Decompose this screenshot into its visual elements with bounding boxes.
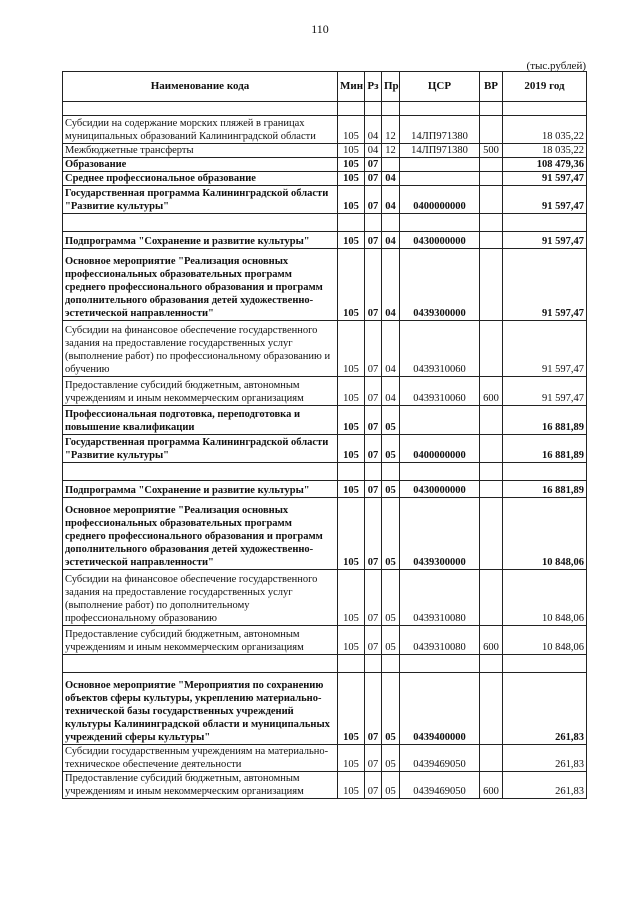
row-pr: 05 bbox=[382, 435, 400, 463]
row-rz: 07 bbox=[365, 498, 382, 570]
row-csr bbox=[400, 158, 480, 172]
table-row bbox=[63, 249, 587, 321]
row-pr: 05 bbox=[382, 481, 400, 498]
row-min: 105 bbox=[338, 144, 365, 158]
row-value: 108 479,36 bbox=[503, 158, 587, 172]
row-name: Профессиональная подготовка, переподготовка и повышение квалификации bbox=[63, 406, 338, 435]
row-rz: 07 bbox=[365, 570, 382, 626]
row-rz: 04 bbox=[365, 144, 382, 158]
row-min: 105 bbox=[338, 626, 365, 655]
row-pr: 12 bbox=[382, 144, 400, 158]
page-number: 110 bbox=[311, 22, 329, 36]
row-vr bbox=[480, 570, 503, 626]
table-row bbox=[63, 435, 587, 463]
table-row bbox=[63, 745, 587, 772]
row-value: 91 597,47 bbox=[503, 321, 587, 377]
header-pr: Пр bbox=[382, 72, 400, 102]
row-pr: 05 bbox=[382, 626, 400, 655]
row-vr bbox=[480, 172, 503, 186]
row-name: Предоставление субсидий бюджетным, автономным учреждениям и иным некоммерческим организациям bbox=[63, 772, 338, 799]
table-row bbox=[63, 377, 587, 406]
row-min bbox=[338, 655, 365, 673]
row-min: 105 bbox=[338, 498, 365, 570]
table-row bbox=[63, 232, 587, 249]
row-min: 105 bbox=[338, 172, 365, 186]
row-name bbox=[63, 214, 338, 232]
row-value bbox=[503, 214, 587, 232]
table-row bbox=[63, 406, 587, 435]
row-value: 10 848,06 bbox=[503, 570, 587, 626]
row-csr: 0439300000 bbox=[400, 498, 480, 570]
row-csr: 0430000000 bbox=[400, 232, 480, 249]
row-vr bbox=[480, 745, 503, 772]
row-vr bbox=[480, 406, 503, 435]
header-csr: ЦСР bbox=[400, 72, 480, 102]
table-row bbox=[63, 673, 587, 745]
row-value: 91 597,47 bbox=[503, 172, 587, 186]
row-pr: 05 bbox=[382, 498, 400, 570]
row-vr bbox=[480, 102, 503, 116]
row-vr bbox=[480, 186, 503, 214]
row-vr: 500 bbox=[480, 144, 503, 158]
row-rz bbox=[365, 214, 382, 232]
row-csr: 14ЛП971380 bbox=[400, 116, 480, 144]
row-min: 105 bbox=[338, 673, 365, 745]
row-min: 105 bbox=[338, 321, 365, 377]
row-rz: 07 bbox=[365, 406, 382, 435]
row-csr: 0439310060 bbox=[400, 321, 480, 377]
row-rz bbox=[365, 655, 382, 673]
row-min: 105 bbox=[338, 481, 365, 498]
row-vr bbox=[480, 498, 503, 570]
row-pr bbox=[382, 214, 400, 232]
table-row bbox=[63, 570, 587, 626]
row-vr bbox=[480, 481, 503, 498]
table-row bbox=[63, 463, 587, 481]
row-rz: 07 bbox=[365, 745, 382, 772]
row-value: 18 035,22 bbox=[503, 116, 587, 144]
row-name: Субсидии на содержание морских пляжей в границах муниципальных образований Калининградской области bbox=[63, 116, 338, 144]
row-rz: 07 bbox=[365, 232, 382, 249]
row-pr bbox=[382, 158, 400, 172]
row-name: Предоставление субсидий бюджетным, автономным учреждениям и иным некоммерческим организациям bbox=[63, 377, 338, 406]
table-row bbox=[63, 655, 587, 673]
table-row bbox=[63, 498, 587, 570]
row-vr bbox=[480, 232, 503, 249]
row-vr: 600 bbox=[480, 772, 503, 799]
row-name: Предоставление субсидий бюджетным, автономным учреждениям и иным некоммерческим организациям bbox=[63, 626, 338, 655]
row-rz: 07 bbox=[365, 321, 382, 377]
row-value: 16 881,89 bbox=[503, 435, 587, 463]
row-value bbox=[503, 463, 587, 481]
table-row bbox=[63, 172, 587, 186]
header-name: Наименование кода bbox=[63, 72, 338, 102]
row-rz: 07 bbox=[365, 158, 382, 172]
row-value: 261,83 bbox=[503, 772, 587, 799]
row-rz: 07 bbox=[365, 377, 382, 406]
row-rz: 07 bbox=[365, 172, 382, 186]
row-pr: 05 bbox=[382, 745, 400, 772]
row-name: Субсидии на финансовое обеспечение государственного задания на предоставление государственных услуг (выполнение работ) по дополнительному профессиональному образованию bbox=[63, 570, 338, 626]
row-pr: 04 bbox=[382, 321, 400, 377]
header-min: Мин bbox=[338, 72, 365, 102]
row-name: Образование bbox=[63, 158, 338, 172]
row-min: 105 bbox=[338, 232, 365, 249]
row-pr: 05 bbox=[382, 406, 400, 435]
row-vr bbox=[480, 321, 503, 377]
row-name: Государственная программа Калининградской области "Развитие культуры" bbox=[63, 435, 338, 463]
row-name: Субсидии на финансовое обеспечение государственного задания на предоставление государственных услуг (выполнение работ) по профессиональному образованию и обучению bbox=[63, 321, 338, 377]
row-pr: 05 bbox=[382, 570, 400, 626]
row-min: 105 bbox=[338, 406, 365, 435]
row-min: 105 bbox=[338, 772, 365, 799]
row-pr bbox=[382, 102, 400, 116]
table-row bbox=[63, 158, 587, 172]
row-csr bbox=[400, 214, 480, 232]
row-name: Подпрограмма "Сохранение и развитие культуры" bbox=[63, 232, 338, 249]
row-min: 105 bbox=[338, 377, 365, 406]
row-value: 261,83 bbox=[503, 673, 587, 745]
table-row bbox=[63, 481, 587, 498]
table-row bbox=[63, 186, 587, 214]
row-min: 105 bbox=[338, 570, 365, 626]
table-row bbox=[63, 214, 587, 232]
table-row bbox=[63, 626, 587, 655]
row-pr: 04 bbox=[382, 172, 400, 186]
row-value: 16 881,89 bbox=[503, 406, 587, 435]
row-value: 91 597,47 bbox=[503, 377, 587, 406]
row-vr: 600 bbox=[480, 377, 503, 406]
row-pr bbox=[382, 463, 400, 481]
row-min bbox=[338, 463, 365, 481]
table-row bbox=[63, 772, 587, 799]
row-csr: 0400000000 bbox=[400, 435, 480, 463]
header-rz: Рз bbox=[365, 72, 382, 102]
row-value: 91 597,47 bbox=[503, 232, 587, 249]
header-year: 2019 год bbox=[503, 72, 587, 102]
row-min bbox=[338, 102, 365, 116]
row-vr bbox=[480, 158, 503, 172]
row-value: 91 597,47 bbox=[503, 186, 587, 214]
row-csr bbox=[400, 406, 480, 435]
row-vr bbox=[480, 214, 503, 232]
row-name: Субсидии государственным учреждениям на материально-техническое обеспечение деятельности bbox=[63, 745, 338, 772]
row-rz: 07 bbox=[365, 626, 382, 655]
table-header-row bbox=[63, 72, 587, 102]
table-row bbox=[63, 116, 587, 144]
row-vr bbox=[480, 116, 503, 144]
row-rz bbox=[365, 463, 382, 481]
row-csr bbox=[400, 102, 480, 116]
row-rz: 07 bbox=[365, 673, 382, 745]
row-vr: 600 bbox=[480, 626, 503, 655]
row-pr: 05 bbox=[382, 772, 400, 799]
row-rz bbox=[365, 102, 382, 116]
row-pr bbox=[382, 655, 400, 673]
row-min: 105 bbox=[338, 158, 365, 172]
row-pr: 04 bbox=[382, 249, 400, 321]
row-name: Государственная программа Калининградской области "Развитие культуры" bbox=[63, 186, 338, 214]
row-name: Основное мероприятие "Мероприятия по сохранению объектов сферы культуры, укреплению материально-технической базы государственных учреждений культуры Калининградской области и муниципальных учреждений сферы культуры" bbox=[63, 673, 338, 745]
header-vr: ВР bbox=[480, 72, 503, 102]
row-value: 18 035,22 bbox=[503, 144, 587, 158]
table-body bbox=[63, 102, 587, 799]
row-vr bbox=[480, 655, 503, 673]
row-name bbox=[63, 463, 338, 481]
row-value bbox=[503, 102, 587, 116]
row-value: 16 881,89 bbox=[503, 481, 587, 498]
row-value bbox=[503, 655, 587, 673]
row-name bbox=[63, 655, 338, 673]
row-csr: 0439400000 bbox=[400, 673, 480, 745]
row-vr bbox=[480, 435, 503, 463]
row-name bbox=[63, 102, 338, 116]
row-csr: 0439310060 bbox=[400, 377, 480, 406]
row-pr: 04 bbox=[382, 186, 400, 214]
row-value: 10 848,06 bbox=[503, 626, 587, 655]
units-label: (тыс.рублей) bbox=[526, 60, 586, 72]
row-min: 105 bbox=[338, 186, 365, 214]
row-pr: 05 bbox=[382, 673, 400, 745]
row-vr bbox=[480, 249, 503, 321]
row-vr bbox=[480, 463, 503, 481]
row-name: Подпрограмма "Сохранение и развитие культуры" bbox=[63, 481, 338, 498]
row-csr: 0439300000 bbox=[400, 249, 480, 321]
row-min: 105 bbox=[338, 745, 365, 772]
row-csr: 14ЛП971380 bbox=[400, 144, 480, 158]
row-csr: 0439469050 bbox=[400, 745, 480, 772]
row-rz: 07 bbox=[365, 481, 382, 498]
row-rz: 07 bbox=[365, 249, 382, 321]
row-min: 105 bbox=[338, 116, 365, 144]
table-row bbox=[63, 144, 587, 158]
row-csr bbox=[400, 655, 480, 673]
row-min: 105 bbox=[338, 435, 365, 463]
row-rz: 04 bbox=[365, 116, 382, 144]
row-name: Основное мероприятие "Реализация основных профессиональных образовательных программ среднего профессионального образования и программ дополнительного образования детей художественно-эстетической направленности" bbox=[63, 249, 338, 321]
row-csr: 0439310080 bbox=[400, 570, 480, 626]
row-min bbox=[338, 214, 365, 232]
row-rz: 07 bbox=[365, 186, 382, 214]
row-pr: 04 bbox=[382, 232, 400, 249]
row-pr: 04 bbox=[382, 377, 400, 406]
row-pr: 12 bbox=[382, 116, 400, 144]
row-value: 261,83 bbox=[503, 745, 587, 772]
row-vr bbox=[480, 673, 503, 745]
row-min: 105 bbox=[338, 249, 365, 321]
row-name: Основное мероприятие "Реализация основных профессиональных образовательных программ среднего профессионального образования и программ дополнительного образования детей художественно-эстетической направленности" bbox=[63, 498, 338, 570]
table-row bbox=[63, 102, 587, 116]
row-name: Межбюджетные трансферты bbox=[63, 144, 338, 158]
row-rz: 07 bbox=[365, 772, 382, 799]
row-name: Среднее профессиональное образование bbox=[63, 172, 338, 186]
row-value: 10 848,06 bbox=[503, 498, 587, 570]
row-csr bbox=[400, 172, 480, 186]
row-csr: 0430000000 bbox=[400, 481, 480, 498]
row-csr: 0400000000 bbox=[400, 186, 480, 214]
table-row bbox=[63, 321, 587, 377]
budget-table bbox=[62, 71, 587, 799]
row-csr: 0439310080 bbox=[400, 626, 480, 655]
row-csr bbox=[400, 463, 480, 481]
row-rz: 07 bbox=[365, 435, 382, 463]
row-value: 91 597,47 bbox=[503, 249, 587, 321]
row-csr: 0439469050 bbox=[400, 772, 480, 799]
